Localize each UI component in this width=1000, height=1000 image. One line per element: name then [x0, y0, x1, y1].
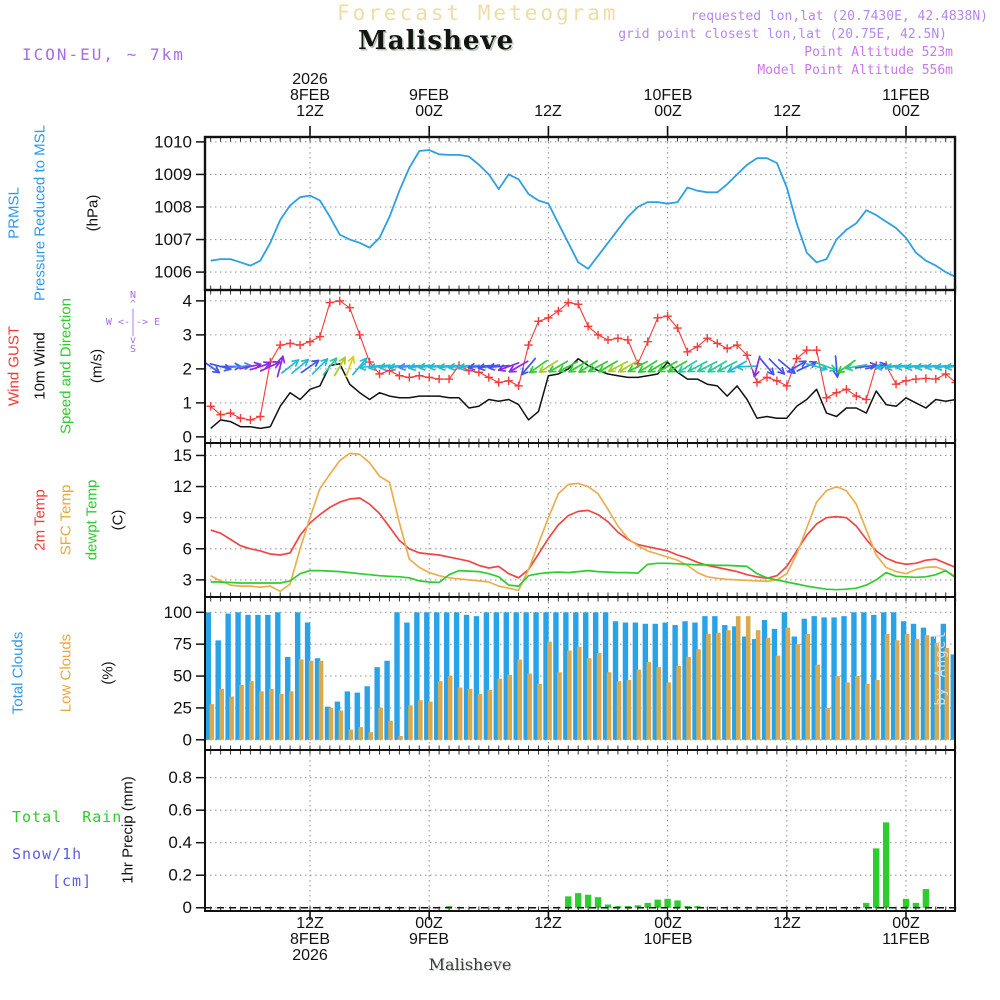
ms-unit-label: (m/s) [88, 348, 106, 384]
clouds-ytick: 0 [182, 730, 192, 750]
grid-point-coords: grid point closest lon,lat (20.75E, 42.5N) [618, 27, 947, 42]
model-point-altitude: Model Point Altitude 556m [757, 63, 953, 78]
c-unit-label: (C) [109, 509, 127, 531]
temperature-ytick: 9 [182, 508, 192, 528]
clouds-panel [164, 597, 959, 750]
footer-station: Malisheve [428, 955, 512, 974]
temp-2m-label: 2m Temp [31, 489, 49, 551]
wind-ytick: 3 [182, 325, 192, 345]
bottom-axis-tick-10feb00z: 00Z 10FEB [643, 915, 693, 948]
bottom-axis-tick-11feb00z: 00Z 11FEB [882, 915, 930, 948]
compass-north: N [129, 290, 137, 301]
clouds-ytick: 100 [163, 602, 192, 622]
bottom-axis-tick-9feb12z: 12Z [534, 915, 562, 932]
pressure-ytick: 1008 [154, 197, 192, 217]
pressure-ytick: 1006 [154, 262, 192, 282]
wind-ytick: 2 [182, 359, 192, 379]
precip-ytick: 0.8 [168, 768, 192, 788]
precip-axis-label: 1hr Precip (mm) [119, 776, 137, 884]
pressure-panel [154, 126, 956, 290]
plot-title: Forecast Meteogram [337, 1, 619, 25]
pressure-ytick: 1010 [154, 132, 192, 152]
wind-panel [183, 290, 967, 446]
temp-sfc-label: SFC Temp [57, 484, 75, 556]
temperature-ytick: 15 [173, 445, 192, 465]
prmsl-label: PRMSL [5, 187, 23, 239]
requested-coords: requested lon,lat (20.7430E, 42.4838N) [690, 9, 988, 24]
temp-dewpt-label: dewpt Temp [83, 479, 101, 561]
compass-south: S [129, 344, 137, 355]
clouds-ytick: 75 [173, 634, 192, 654]
wind-gust-label: Wind GUST [5, 325, 23, 407]
top-axis-tick-10feb00z: 10FEB 00Z [643, 87, 693, 120]
compass-west-east: W <-|-> E [105, 317, 161, 328]
wind-compass-legend [93, 291, 173, 354]
wind-ytick: 0 [182, 427, 192, 447]
temperature-ytick: 12 [173, 477, 192, 497]
pct-unit-label: (%) [99, 661, 117, 685]
precip-ytick: 0.4 [168, 833, 192, 853]
precip-data [205, 822, 955, 907]
wind-ytick: 1 [182, 393, 192, 413]
speed-direction-label: Speed and Direction [57, 298, 75, 434]
precip-ytick: 0 [182, 898, 192, 918]
compass-arrow-down-icon: v [129, 335, 137, 346]
watermark-by-angel: by Angel [933, 630, 949, 706]
top-axis-tick-8feb12z: 2026 8FEB 12Z [289, 71, 331, 120]
clouds-ytick: 50 [173, 666, 192, 686]
pressure-ytick: 1007 [154, 230, 192, 250]
pressure-ytick: 1009 [154, 164, 192, 184]
snow-label: Snow/1h [12, 845, 83, 863]
wind-10m-label: 10m Wind [31, 332, 49, 400]
total-rain-label: Total Rain [12, 808, 123, 826]
compass-stem2-icon: | [129, 326, 137, 337]
bottom-axis-tick-9feb00z: 00Z 9FEB [408, 915, 450, 948]
model-label: ICON-EU, ~ 7km [22, 45, 185, 64]
compass-stem-icon: | [129, 308, 137, 319]
hpa-unit-label: (hPa) [84, 194, 102, 232]
temperature-ytick: 3 [182, 570, 192, 590]
top-axis-tick-10feb12z: 12Z [773, 103, 801, 120]
top-axis-tick-9feb12z: 12Z [534, 103, 562, 120]
precip-ytick: 0.2 [168, 865, 192, 885]
precip-panel [168, 750, 955, 920]
station-title: Malisheve [358, 26, 515, 56]
top-axis-tick-9feb00z: 9FEB 00Z [408, 87, 450, 120]
point-altitude: Point Altitude 523m [804, 45, 953, 60]
total-clouds-label: Total Clouds [9, 631, 27, 715]
cm-unit-label: [cm] [52, 872, 93, 890]
precip-ytick: 0.6 [168, 800, 192, 820]
low-clouds-label: Low Clouds [57, 633, 75, 713]
bottom-axis-tick-10feb12z: 12Z [773, 915, 801, 932]
temperature-panel [173, 443, 956, 597]
bottom-axis-tick-8feb12z: 12Z 8FEB 2026 [289, 915, 331, 964]
clouds-ytick: 25 [173, 698, 192, 718]
top-axis-tick-11feb00z: 11FEB 00Z [882, 87, 930, 120]
wind-ytick: 4 [182, 291, 192, 311]
clouds-data [206, 612, 959, 740]
pressure-data [211, 150, 956, 277]
temperature-ytick: 6 [182, 539, 192, 559]
compass-arrow-up-icon: ^ [129, 299, 137, 310]
temperature-data [211, 453, 956, 591]
pressure-long-label: Pressure Reduced to MSL [31, 125, 49, 301]
wind-data [202, 297, 966, 429]
